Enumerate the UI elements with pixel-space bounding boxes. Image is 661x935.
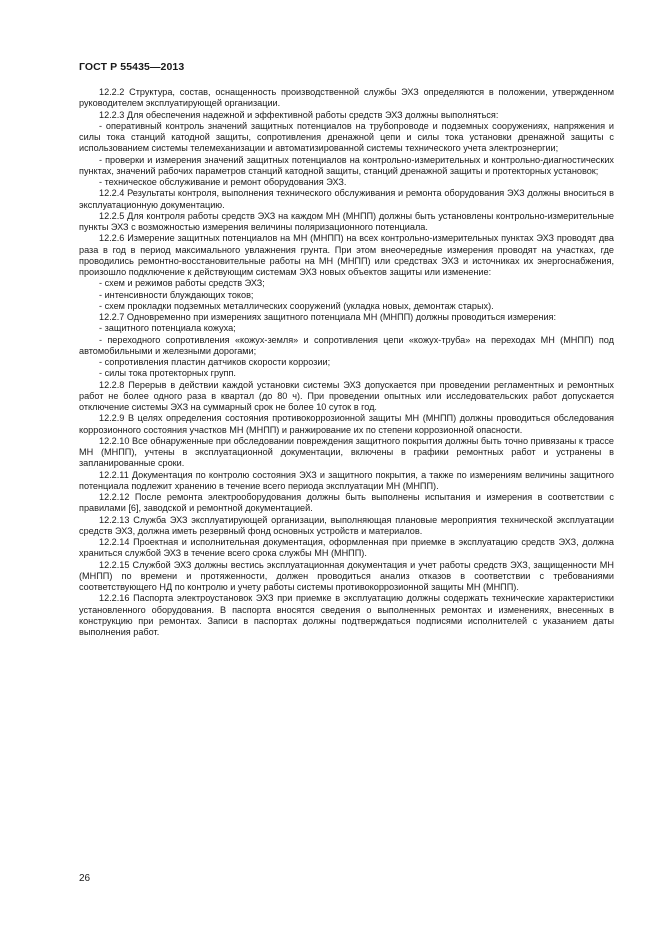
list-item: - интенсивности блуждающих токов; [99, 289, 254, 300]
paragraph-12-2-16: 12.2.16 Паспорта электроустановок ЭХЗ при приемке в эксплуатацию должны содержать технические характеристики установленного оборудования. В паспорта вносятся сведения о выполненных ремонтах и изменениях, внесенных в конструкцию при ремонтах. Записи в паспортах должны подтверждаться подписями исполнителей с указанием даты выполнения работ. [79, 593, 614, 637]
paragraph-12-2-10: 12.2.10 Все обнаруженные при обследовании повреждения защитного покрытия должны быть точно привязаны к трассе МН (МНПП), учтены в эксплуатационной документации, включены в графики ремонтных работ и устранены в запланированные сроки. [79, 435, 614, 469]
paragraph-12-2-3: 12.2.3 Для обеспечения надежной и эффективной работы средств ЭХЗ должны выполняться: [99, 109, 499, 120]
paragraph-12-2-6: 12.2.6 Измерение защитных потенциалов на МН (МНПП) на всех контрольно-измерительных пунктах ЭХЗ проводят два раза в год в период максимального увлажнения грунта. При этом внеочередные измерения проводят на участках, где проводились ремонтно-восстановительные работы на МН (МНПП) или средствах ЭХЗ и источниках их энергоснабжения, произошло подключение к действующим системам ЭХЗ новых объектов защиты или изменение: [79, 233, 614, 277]
list-item: - сопротивления пластин датчиков скорости коррозии; [99, 357, 331, 367]
paragraph-12-2-5: 12.2.5 Для контроля работы средств ЭХЗ на каждом МН (МНПП) должны быть установлены контрольно-измерительные пункты ЭХЗ с возможностью измерения величины поляризационного потенциала. [79, 210, 614, 232]
page-number: 26 [79, 873, 91, 884]
paragraph-12-2-4: 12.2.4 Результаты контроля, выполнения технического обслуживания и ремонта оборудования ЭХЗ должны вноситься в эксплуатационную документацию. [79, 188, 614, 210]
list-item: - защитного потенциала кожуха; [99, 323, 236, 334]
paragraph-12-2-7: 12.2.7 Одновременно при измерениях защитного потенциала МН (МНПП) должны проводиться измерения: [99, 312, 557, 322]
paragraph-12-2-15: 12.2.15 Службой ЭХЗ должны вестись эксплуатационная документация и учет работы средств ЭХЗ, защищенности МН (МНПП) по времени и протяженности, должен проводиться анализ отказов в соответствии с требованиями соответствующего НД по контролю и учету работы системы противокоррозионной защиты МН (МНПП). [79, 559, 614, 592]
paragraph-12-2-12: 12.2.12 После ремонта электрооборудования должны быть выполнены испытания и измерения в соответствии с правилами [6], заводской и ремонтной документацией. [79, 492, 614, 514]
list-item: - схем и режимов работы средств ЭХЗ; [99, 278, 265, 289]
list-item: - силы тока протекторных групп. [99, 368, 236, 379]
list-item: - схем прокладки подземных металлических сооружений (укладка новых, демонтаж старых). [99, 300, 494, 311]
list-item: - проверки и измерения значений защитных потенциалов на контрольно-измерительных и контрольно-диагностических пунктах, значений рабочих параметров станций катодной защиты, станций дренажной защиты и протекторных установок; [79, 154, 614, 176]
paragraph-12-2-11: 12.2.11 Документация по контролю состояния ЭХЗ и защитного покрытия, а также по измерениям величины защитного потенциала подлежит хранению в течение всего периода эксплуатации МН (МНПП). [79, 469, 614, 491]
list-item: - техническое обслуживание и ремонт оборудования ЭХЗ. [99, 177, 347, 187]
list-item: - переходного сопротивления «кожух-земля» и сопротивления цепи «кожух-труба» на переходах МН (МНПП) под автомобильными и железными дорогами; [79, 334, 614, 356]
paragraph-12-2-8: 12.2.8 Перерыв в действии каждой установки системы ЭХЗ допускается при проведении регламентных и ремонтных работ не более одного раза в квартал (до 80 ч). При проведении опытных или исследовательских работ допускается отключение системы ЭХЗ на суммарный срок не более 10 суток в год. [79, 379, 614, 412]
document-body [79, 87, 614, 638]
paragraph-12-2-9: 12.2.9 В целях определения состояния противокоррозионной защиты МН (МНПП) должны проводиться обследования коррозионного состояния участков МН (МНПП) и ранжирование их по степени коррозионной опасности. [79, 413, 614, 435]
document-header: ГОСТ Р 55435—2013 [79, 61, 185, 73]
paragraph-12-2-13: 12.2.13 Служба ЭХЗ эксплуатирующей организации, выполняющая плановые мероприятия технической эксплуатации средств ЭХЗ, должна иметь резервный фонд основных устройств и материалов. [79, 514, 614, 536]
list-item: - оперативный контроль значений защитных потенциалов на трубопроводе и подземных сооружениях, напряжения и силы тока станций катодной защиты, сопротивления дренажной цепи и силы тока установки дренажной защиты с использованием системы телемеханизации и автоматизированной системы технического учета электроэнергии; [79, 120, 614, 154]
paragraph-12-2-14: 12.2.14 Проектная и исполнительная документация, оформленная при приемке в эксплуатацию средств ЭХЗ, должна храниться службой ЭХЗ в течение всего срока службы МН (МНПП). [79, 537, 614, 559]
paragraph-12-2-2: 12.2.2 Структура, состав, оснащенность производственной службы ЭХЗ определяются в положении, утвержденном руководителем эксплуатирующей организации. [79, 87, 614, 109]
